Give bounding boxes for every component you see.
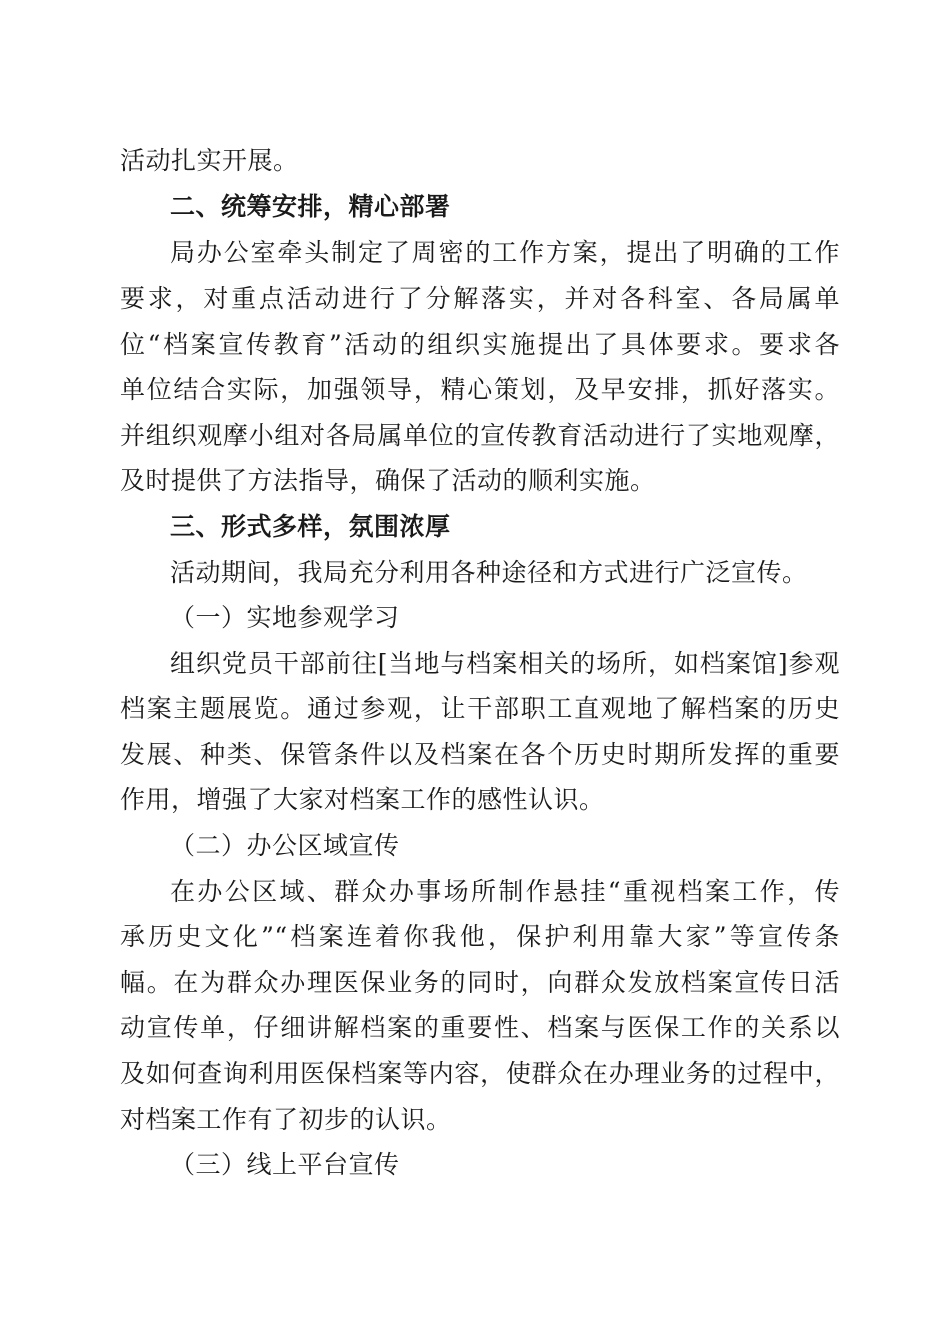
paragraph-line: 组织党员干部前往[当地与档案相关的场所，如档案馆]参观 xyxy=(170,649,840,678)
paragraph-line: 承历史文化”“档案连着你我他，保护利用靠大家”等宣传条 xyxy=(120,922,840,951)
paragraph-line: 活动期间，我局充分利用各种途径和方式进行广泛宣传。 xyxy=(170,558,808,587)
paragraph-line: 并组织观摩小组对各局属单位的宣传教育活动进行了实地观摩， xyxy=(120,421,840,450)
paragraph-line: 在办公区域、群众办事场所制作悬挂“重视档案工作，传 xyxy=(170,877,840,906)
paragraph-line: 要求，对重点活动进行了分解落实，并对各科室、各局属单 xyxy=(120,284,840,313)
paragraph-line: 及如何查询利用医保档案等内容，使群众在办理业务的过程中， xyxy=(120,1059,840,1088)
paragraph-line: 位“档案宣传教育”活动的组织实施提出了具体要求。要求各 xyxy=(120,330,840,359)
paragraph-line: 发展、种类、保管条件以及档案在各个历史时期所发挥的重要 xyxy=(120,740,840,769)
paragraph-line: 及时提供了方法指导，确保了活动的顺利实施。 xyxy=(120,466,656,495)
subsection-heading: （二）办公区域宣传 xyxy=(170,831,400,860)
section-heading: 三、形式多样，氛围浓厚 xyxy=(170,512,451,541)
paragraph-line: 档案主题展览。通过参观，让干部职工直观地了解档案的历史 xyxy=(120,694,840,723)
subsection-heading: （三）线上平台宣传 xyxy=(170,1150,400,1179)
paragraph-line: 活动扎实开展。 xyxy=(120,146,299,175)
paragraph-line: 对档案工作有了初步的认识。 xyxy=(120,1105,452,1134)
paragraph-line: 幅。在为群众办理医保业务的同时，向群众发放档案宣传日活 xyxy=(120,968,840,997)
section-heading: 二、统筹安排，精心部署 xyxy=(170,192,451,221)
paragraph-line: 动宣传单，仔细讲解档案的重要性、档案与医保工作的关系以 xyxy=(120,1013,840,1042)
paragraph-line: 单位结合实际，加强领导，精心策划，及早安排，抓好落实。 xyxy=(120,375,840,404)
paragraph-line: 作用，增强了大家对档案工作的感性认识。 xyxy=(120,785,605,814)
subsection-heading: （一）实地参观学习 xyxy=(170,603,400,632)
paragraph-line: 局办公室牵头制定了周密的工作方案，提出了明确的工作 xyxy=(170,238,840,267)
